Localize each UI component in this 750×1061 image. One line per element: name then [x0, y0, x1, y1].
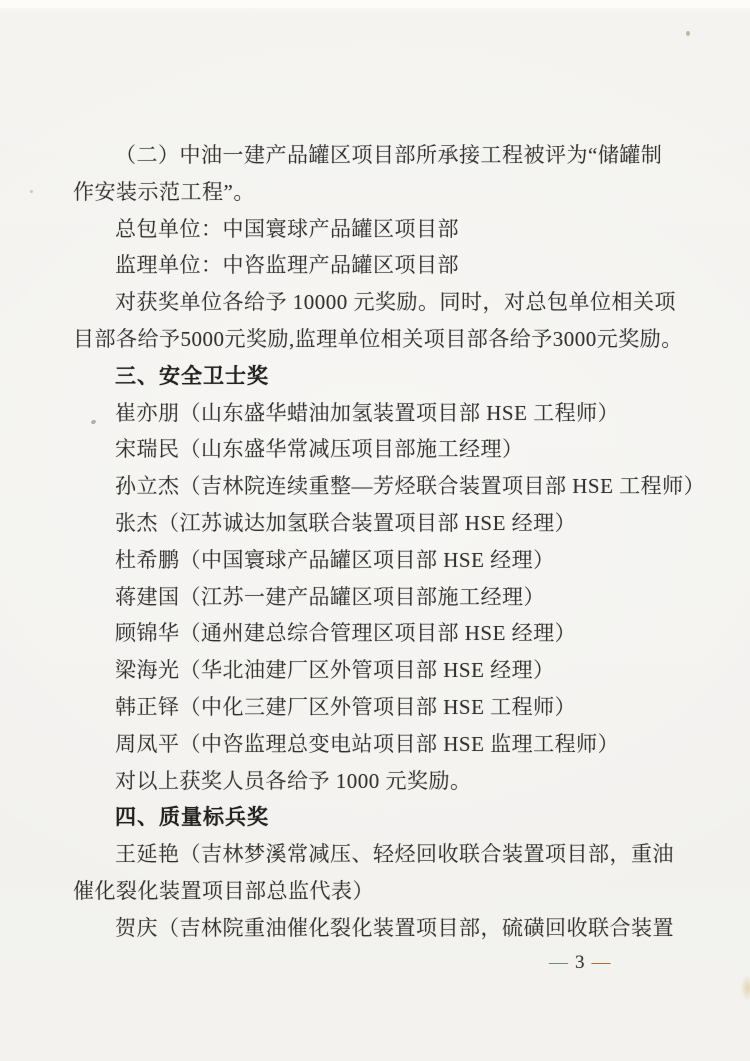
section-heading: 四、质量标兵奖: [115, 805, 269, 830]
page-footer: [549, 950, 611, 976]
text-line: 对以上获奖人员各给予 1000 元奖励。: [115, 768, 472, 793]
text-line: 宋瑞民（山东盛华常减压项目部施工经理）: [115, 437, 524, 462]
scan-speck: [686, 31, 690, 36]
text-line: 贺庆（吉林院重油催化裂化装置项目部，硫磺回收联合装置: [115, 915, 674, 940]
text-line: 蒋建国（江苏一建产品罐区项目部施工经理）: [115, 584, 545, 609]
text-line: 作安装示范工程”。: [73, 179, 255, 204]
text-line: 杜希鹏（中国寰球产品罐区项目部 HSE 经理）: [115, 547, 555, 572]
text-line: 监理单位：中咨监理产品罐区项目部: [115, 253, 459, 278]
text-line: 周凤平（中咨监理总变电站项目部 HSE 监理工程师）: [115, 731, 620, 756]
text-line: 对获奖单位各给予 10000 元奖励。同时，对总包单位相关项: [115, 290, 676, 315]
text-line: 总包单位：中国寰球产品罐区项目部: [115, 216, 459, 241]
text-line: 催化裂化装置项目部总监代表）: [73, 878, 374, 903]
document-body: [73, 137, 713, 947]
text-line: 韩正铎（中化三建厂区外管项目部 HSE 工程师）: [115, 694, 577, 719]
scan-speck: [30, 190, 33, 193]
text-line: 崔亦朋（山东盛华蜡油加氢装置项目部 HSE 工程师）: [115, 400, 620, 425]
text-line: 孙立杰（吉林院连续重整—芳烃联合装置项目部 HSE 工程师）: [115, 474, 706, 499]
text-line: 王延艳（吉林梦溪常减压、轻烃回收联合装置项目部，重油: [115, 842, 674, 867]
scan-smudge: [740, 975, 750, 1001]
text-line: （二）中油一建产品罐区项目部所承接工程被评为“储罐制: [115, 143, 663, 167]
text-line: 梁海光（华北油建厂区外管项目部 HSE 经理）: [115, 658, 555, 683]
text-line: 顾锦华（通州建总综合管理区项目部 HSE 经理）: [115, 621, 577, 646]
text-line: 张杰（江苏诚达加氢联合装置项目部 HSE 经理）: [115, 510, 577, 535]
page-number-dash-left: —: [549, 952, 568, 973]
page-number: 3: [575, 952, 585, 973]
section-heading: 三、安全卫士奖: [115, 363, 269, 388]
page-number-dash-right: —: [591, 952, 611, 973]
text-line: 目部各给予5000元奖励,监理单位相关项目部各给予3000元奖励。: [73, 326, 683, 351]
